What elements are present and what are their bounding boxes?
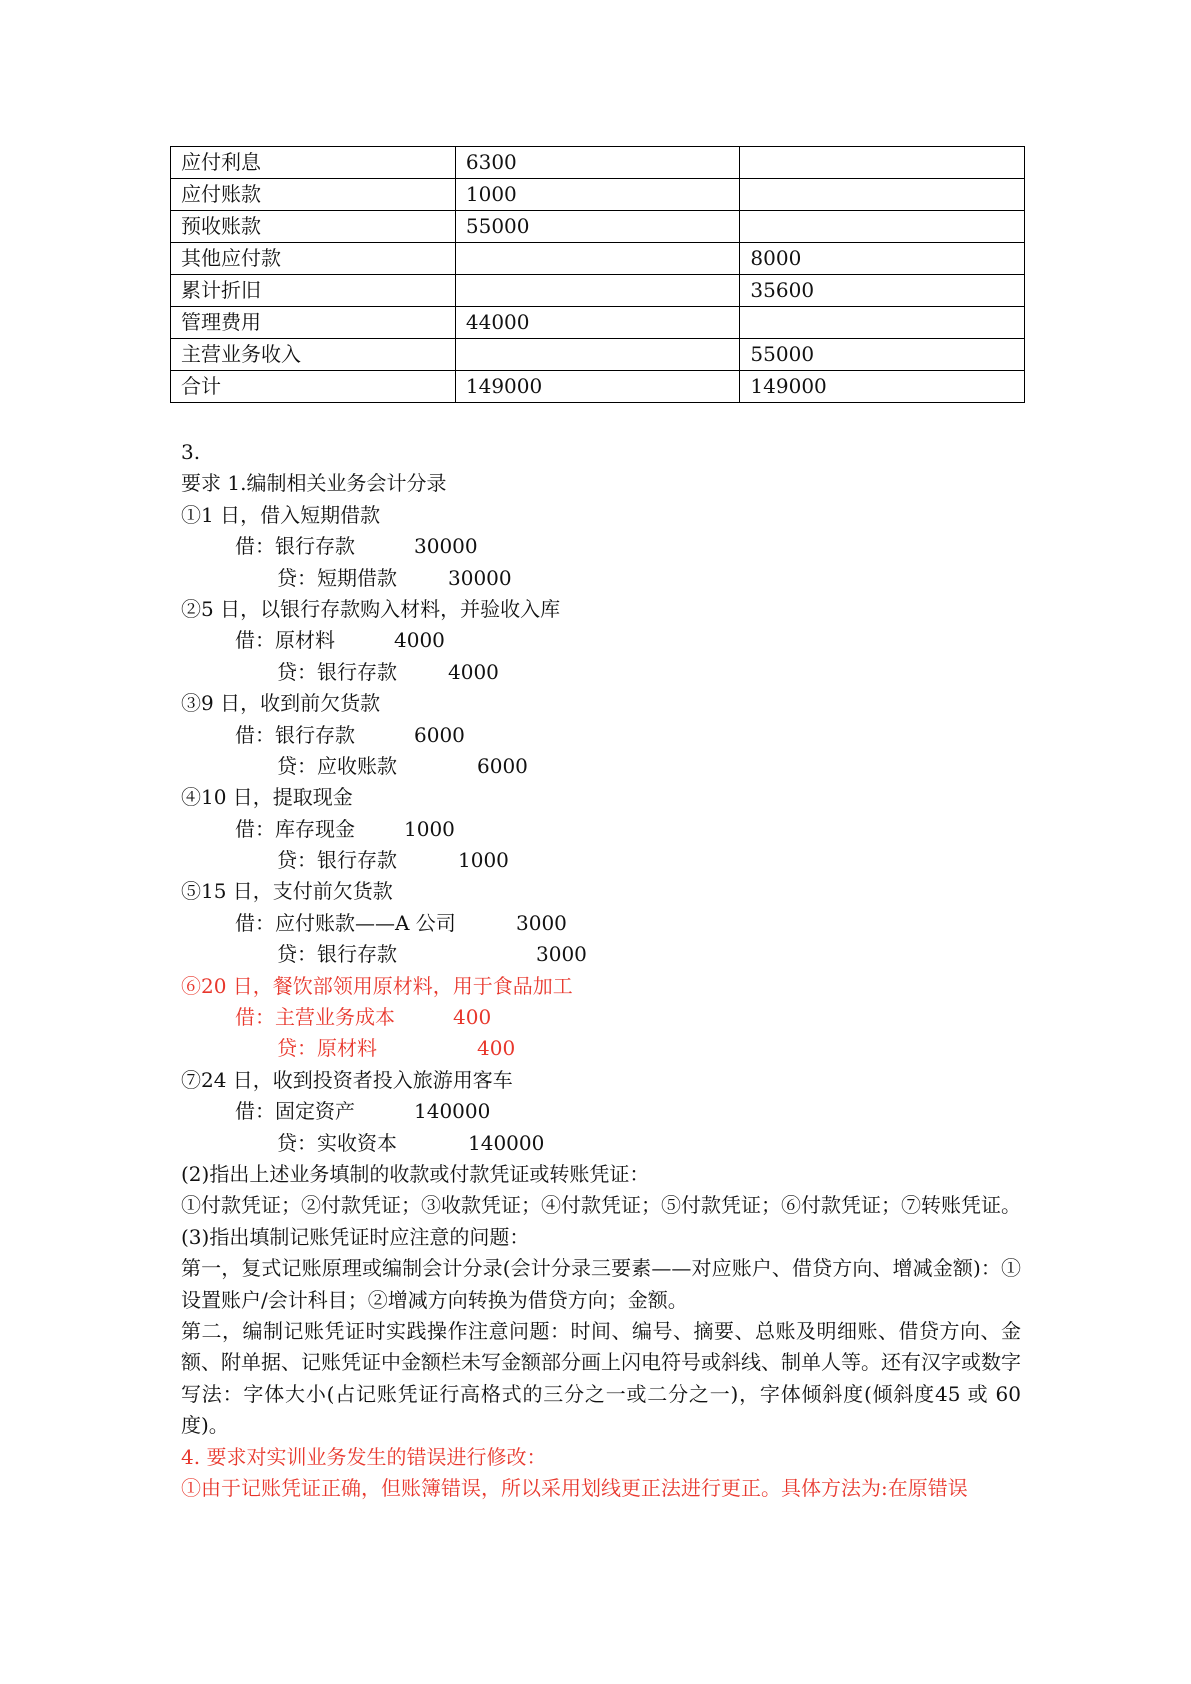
credit-line: [181, 657, 1021, 688]
requirement-2-answer: ①付款凭证；②付款凭证；③收款凭证；④付款凭证；⑤付款凭证；⑥付款凭证；⑦转账凭证。: [181, 1193, 1021, 1218]
credit-line: [181, 939, 1021, 970]
credit-account: 贷：实收资本: [277, 1130, 397, 1155]
credit-line: [181, 751, 1021, 782]
credit-account: 贷：银行存款: [277, 942, 397, 967]
debit-account: 借：银行存款: [235, 534, 355, 559]
table-cell-debit: [455, 339, 740, 371]
debit-account: 借：原材料: [235, 628, 335, 653]
credit-account: 贷：应收账款: [277, 753, 397, 778]
debit-line: [181, 908, 1021, 939]
debit-line: [181, 625, 1021, 656]
debit-amount: 400: [453, 1005, 492, 1030]
table-cell-credit: 55000: [740, 339, 1025, 371]
debit-line: [181, 720, 1021, 751]
debit-amount: 30000: [414, 534, 478, 559]
credit-amount: 6000: [477, 753, 528, 778]
credit-account: 贷：银行存款: [277, 659, 397, 684]
requirement-3-title: (3)指出填制记账凭证时应注意的问题：: [181, 1224, 530, 1249]
credit-line-highlight: [181, 1033, 1021, 1064]
credit-amount: 4000: [448, 659, 499, 684]
table-cell-account: 应付利息: [171, 147, 456, 179]
table-cell-credit: [740, 147, 1025, 179]
credit-amount: 30000: [448, 565, 512, 590]
table-row: [171, 243, 1025, 275]
credit-amount: 1000: [458, 848, 509, 873]
entry-title: ⑦24 日，收到投资者投入旅游用客车: [181, 1067, 513, 1092]
table-cell-account: 应付账款: [171, 179, 456, 211]
debit-amount: 4000: [394, 628, 445, 653]
requirement-3-paragraph-2: 第二，编制记账凭证时实践操作注意问题：时间、编号、摘要、总账及明细账、借贷方向、金额、附单据、记账凭证中金额栏未写金额部分画上闪电符号或斜线、制单人等。还有汉字或数字写法：字体大小(占记账凭证行高格式的三分之一或二分之一)，字体倾斜度(倾斜度45 或 60 度)。: [181, 1318, 1021, 1438]
debit-amount: 6000: [414, 722, 465, 747]
section-4-paragraph-1: ①由于记账凭证正确，但账簿错误，所以采用划线更正法进行更正。具体方法为:在原错误: [181, 1476, 968, 1500]
balance-table: [170, 146, 1025, 403]
table-cell-account: 主营业务收入: [171, 339, 456, 371]
requirement-1-title: 要求 1.编制相关业务会计分录: [181, 471, 447, 496]
debit-line-highlight: [181, 1002, 1021, 1033]
debit-line: [181, 531, 1021, 562]
table-cell-debit: 1000: [455, 179, 740, 211]
answer-body: [181, 437, 1021, 1504]
table-row: [171, 307, 1025, 339]
debit-line: [181, 814, 1021, 845]
credit-line: [181, 1128, 1021, 1159]
table-row: [171, 211, 1025, 243]
debit-account: 借：银行存款: [235, 722, 355, 747]
entry-title: ①1 日，借入短期借款: [181, 502, 381, 527]
table-cell-account: 其他应付款: [171, 243, 456, 275]
debit-amount: 1000: [404, 816, 455, 841]
entry-title: ⑤15 日，支付前欠货款: [181, 879, 393, 904]
credit-line: [181, 845, 1021, 876]
table-cell-credit: 8000: [740, 243, 1025, 275]
table-cell-credit: [740, 211, 1025, 243]
section-4-title: 4. 要求对实训业务发生的错误进行修改：: [181, 1444, 547, 1469]
entry-title: ③9 日，收到前欠货款: [181, 691, 381, 716]
credit-amount: 3000: [536, 942, 587, 967]
table-cell-credit: 149000: [740, 371, 1025, 403]
table-cell-debit: [455, 243, 740, 275]
credit-account: 贷：原材料: [277, 1036, 377, 1061]
debit-account: 借：固定资产: [235, 1099, 355, 1124]
debit-amount: 3000: [516, 910, 567, 935]
table-row: [171, 179, 1025, 211]
table-cell-debit: [455, 275, 740, 307]
table-cell-debit: 55000: [455, 211, 740, 243]
table-cell-account: 累计折旧: [171, 275, 456, 307]
table-row: [171, 339, 1025, 371]
table-cell-account: 预收账款: [171, 211, 456, 243]
table-cell-debit: 44000: [455, 307, 740, 339]
credit-amount: 140000: [468, 1130, 545, 1155]
debit-account: 借：库存现金: [235, 816, 355, 841]
table-row: [171, 275, 1025, 307]
table-cell-credit: [740, 179, 1025, 211]
table-cell-account: 管理费用: [171, 307, 456, 339]
debit-line: [181, 1096, 1021, 1127]
table-row-total: [171, 371, 1025, 403]
debit-amount: 140000: [414, 1099, 491, 1124]
table-cell-debit: 6300: [455, 147, 740, 179]
table-cell-debit: 149000: [455, 371, 740, 403]
section-number: 3.: [181, 440, 201, 464]
entry-title: ④10 日，提取现金: [181, 785, 353, 810]
table-cell-credit: [740, 307, 1025, 339]
credit-amount: 400: [477, 1036, 516, 1061]
requirement-3-paragraph-1: 第一，复式记账原理或编制会计分录(会计分录三要素——对应账户、借贷方向、增减金额)：①设置账户/会计科目；②增减方向转换为借贷方向；金额。: [181, 1256, 1021, 1312]
debit-account: 借：主营业务成本: [235, 1005, 395, 1030]
credit-account: 贷：短期借款: [277, 565, 397, 590]
entry-title: ②5 日，以银行存款购入材料，并验收入库: [181, 596, 561, 621]
credit-account: 贷：银行存款: [277, 848, 397, 873]
requirement-2-title: (2)指出上述业务填制的收款或付款凭证或转账凭证：: [181, 1161, 650, 1186]
credit-line: [181, 563, 1021, 594]
table-cell-account: 合计: [171, 371, 456, 403]
entry-title-highlight: ⑥20 日，餐饮部领用原材料，用于食品加工: [181, 973, 573, 998]
debit-account: 借：应付账款——A 公司: [235, 910, 456, 935]
table-cell-credit: 35600: [740, 275, 1025, 307]
balance-table-body: [171, 147, 1025, 403]
table-row: [171, 147, 1025, 179]
